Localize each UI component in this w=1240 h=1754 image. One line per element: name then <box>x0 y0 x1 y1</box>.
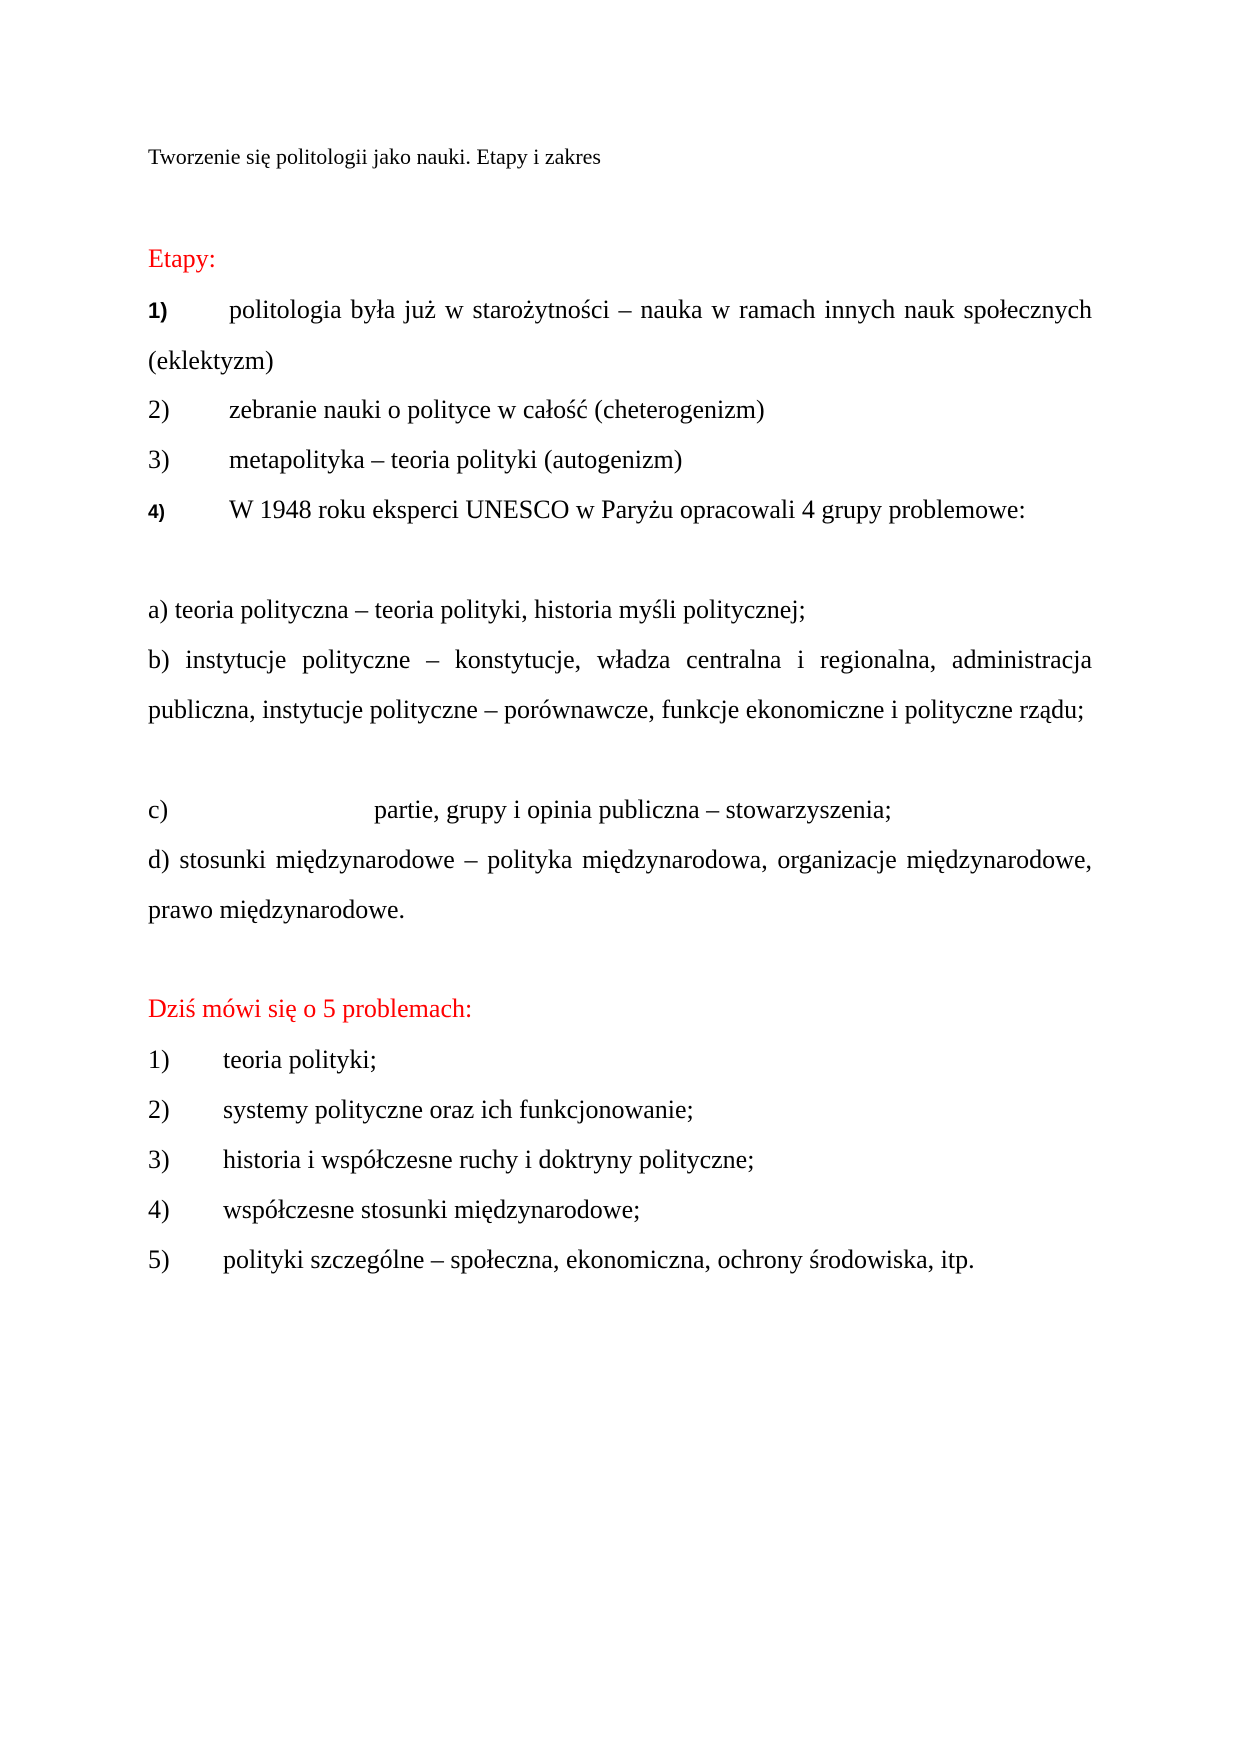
list-item <box>148 1135 1092 1185</box>
list-number: 1) <box>148 1045 170 1074</box>
problem-group-b: b) instytucje polityczne – konstytucje, władza centralna i regionalna, administracja publiczna, instytucje polityczne – porównawcze, funkcje ekonomiczne i polityczne rządu; <box>148 645 1092 724</box>
list-item-text: zebranie nauki o polityce w całość (cheterogenizm) <box>229 395 765 424</box>
list-number: 2) <box>148 395 170 424</box>
list-number: 4) <box>148 1195 170 1224</box>
group-text: partie, grupy i opinia publiczna – stowarzyszenia; <box>374 795 892 824</box>
list-item <box>148 385 1092 435</box>
list-number: 3) <box>148 445 170 474</box>
list-item-text: historia i współczesne ruchy i doktryny polityczne; <box>223 1145 755 1174</box>
document-title: Tworzenie się politologii jako nauki. Etapy i zakres <box>148 144 601 169</box>
list-number: 2) <box>148 1095 170 1124</box>
list-item <box>148 285 1092 386</box>
list-item-text: W 1948 roku eksperci UNESCO w Paryżu opracowali 4 grupy problemowe: <box>229 495 1026 524</box>
list-item-text: metapolityka – teoria polityki (autogenizm) <box>229 445 683 474</box>
list-item <box>148 435 1092 485</box>
list-number: 5) <box>148 1245 170 1274</box>
group-label: c) <box>148 795 169 824</box>
list-item <box>148 485 1092 538</box>
list-item-text: współczesne stosunki międzynarodowe; <box>223 1195 641 1224</box>
list-number: 1) <box>148 298 168 323</box>
section-heading-etapy: Etapy: <box>148 244 216 273</box>
list-item-text: systemy polityczne oraz ich funkcjonowanie; <box>223 1095 694 1124</box>
list-number: 4) <box>148 502 165 523</box>
list-item <box>148 1235 1092 1285</box>
problem-group-a: a) teoria polityczna – teoria polityki, historia myśli politycznej; <box>148 595 806 624</box>
list-item <box>148 1085 1092 1135</box>
list-item-text: polityki szczególne – społeczna, ekonomiczna, ochrony środowiska, itp. <box>223 1245 975 1274</box>
list-item <box>148 1035 1092 1085</box>
list-item <box>148 1185 1092 1235</box>
section-heading-problemy: Dziś mówi się o 5 problemach: <box>148 994 473 1023</box>
list-item-text: politologia była już w starożytności – nauka w ramach innych nauk społecznych (eklektyzm) <box>148 295 1092 375</box>
problem-group-d: d) stosunki międzynarodowe – polityka międzynarodowa, organizacje międzynarodowe, prawo międzynarodowe. <box>148 845 1092 924</box>
list-number: 3) <box>148 1145 170 1174</box>
problem-group-c <box>148 785 1092 835</box>
list-item-text: teoria polityki; <box>223 1045 377 1074</box>
